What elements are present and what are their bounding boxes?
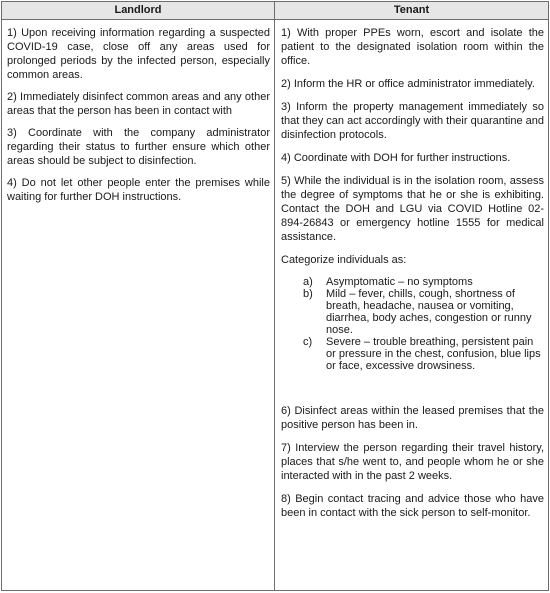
tenant-step-8: 8) Begin contact tracing and advice those who have been in contact with the sick person to self-monitor.: [281, 493, 544, 519]
category-marker: c): [303, 336, 313, 348]
category-marker: b): [303, 288, 313, 300]
tenant-step-2: 2) Inform the HR or office administrator immediately.: [281, 78, 535, 90]
category-list: [281, 276, 544, 372]
landlord-step-2: 2) Immediately disinfect common areas and any other areas that the person has been in contact with: [7, 91, 270, 117]
tenant-step-1: 1) With proper PPEs worn, escort and isolate the patient to the designated isolation room within the office.: [281, 27, 544, 67]
categorize-intro: Categorize individuals as:: [281, 254, 407, 266]
tenant-step-4: 4) Coordinate with DOH for further instructions.: [281, 152, 511, 164]
landlord-step-3: 3) Coordinate with the company administrator regarding their status to further ensure which other areas should be subject to disinfection.: [7, 127, 270, 167]
tenant-column: [275, 20, 548, 590]
landlord-column: [2, 20, 275, 590]
category-text: Mild – fever, chills, cough, shortness of breath, headache, nausea or vomiting, diarrhea, body aches, congestion or runny nose.: [326, 288, 532, 336]
tenant-step-5: 5) While the individual is in the isolation room, assess the degree of symptoms that he or she is exhibiting. Contact the DOH and LGU via COVID Hotline 02-894-26843 or emergency hotline 1555 for medical assistance.: [281, 175, 544, 243]
category-item-severe: [281, 336, 544, 372]
tenant-step-7: 7) Interview the person regarding their travel history, places that s/he went to, and people whom he or she interacted with in the past 2 weeks.: [281, 442, 544, 482]
category-item-asymptomatic: [281, 276, 544, 288]
tenant-step-6: 6) Disinfect areas within the leased premises that the positive person has been in.: [281, 405, 544, 431]
category-item-mild: [281, 288, 544, 336]
tenant-step-3: 3) Inform the property management immediately so that they can act accordingly with their quarantine and disinfection protocols.: [281, 101, 544, 141]
landlord-step-4: 4) Do not let other people enter the premises while waiting for further DOH instructions.: [7, 177, 270, 203]
category-text: Asymptomatic – no symptoms: [326, 276, 473, 288]
landlord-step-1: 1) Upon receiving information regarding a suspected COVID-19 case, close off any areas used for prolonged periods by the infected person, especially common areas.: [7, 27, 270, 81]
category-marker: a): [303, 276, 313, 288]
category-text: Severe – trouble breathing, persistent pain or pressure in the chest, confusion, blue lips or face, excessive drowsiness.: [326, 336, 541, 372]
tenant-header: Tenant: [275, 2, 548, 20]
protocol-table: [1, 1, 549, 591]
landlord-header: Landlord: [2, 2, 275, 20]
